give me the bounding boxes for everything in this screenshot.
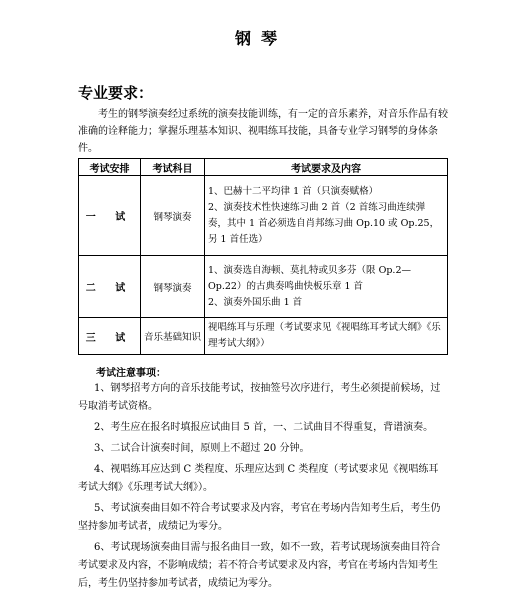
page-title: 钢琴 (234, 29, 287, 48)
header-cell: 考试安排 (79, 159, 141, 176)
header-cell: 考试要求及内容 (205, 159, 448, 176)
exam-table (78, 158, 448, 355)
requirement-item: 2、演奏技术性快速练习曲 2 首（2 首练习曲连续弹奏，其中 1 首必须选自肖邦练习曲 Op.10 或 Op.25，另 1 首任选） (208, 201, 440, 245)
note-item: 6、考试现场演奏曲目需与报名曲目一致，如不一致，若考试现场演奏曲目符合考试要求及内容，不影响成绩；若不符合考试要求及内容，考官在考场内告知考生后，考生仍坚持参加考试者，成绩记为零分。 (78, 542, 441, 589)
note-item: 5、考试演奏曲目如不符合考试要求及内容，考官在考场内告知考生后，考生仍坚持参加考试者，成绩记为零分。 (78, 503, 441, 532)
round-cell: 二 试 (79, 256, 141, 318)
requirement-item: 2、演奏外国乐曲 1 首 (208, 296, 303, 308)
intro-paragraph: 考生的钢琴演奏经过系统的演奏技能训练，有一定的音乐素养，对音乐作品有较准确的诠释能力；掌握乐理基本知识、视唱练耳技能，具备专业学习钢琴的身体条件。 (78, 109, 448, 154)
requirements-cell (205, 318, 448, 355)
table-row (79, 256, 448, 318)
note-item: 4、视唱练耳应达到 C 类程度、乐理应达到 C 类程度（考试要求见《视唱练耳考试大纲》《乐理考试大纲》）。 (78, 464, 439, 493)
requirement-item: 1、演奏选自海顿、莫扎特或贝多芬（限 Op.2—Op.22）的古典奏鸣曲快板乐章 1 首 (208, 264, 411, 292)
note-item: 1、钢琴招考方向的音乐技能考试，按抽签号次序进行，考生必须提前候场，过号取消考试资格。 (78, 383, 441, 412)
round-cell: 一 试 (79, 176, 141, 256)
note-item: 2、考生应在报名时填报应试曲目 5 首，一、二试曲目不得重复，背谱演奏。 (94, 422, 434, 433)
subject-cell: 钢琴演奏 (141, 176, 205, 256)
notes-list (78, 380, 448, 596)
note-item: 3、二试合计演奏时间，原则上不超过 20 分钟。 (94, 443, 310, 454)
requirements-cell (205, 176, 448, 256)
subject-cell: 音乐基础知识 (141, 318, 205, 355)
table-header-row (79, 159, 448, 176)
round-cell: 三 试 (79, 318, 141, 355)
requirement-item: 视唱练耳与乐理（考试要求见《视唱练耳考试大纲》《乐理考试大纲》） (208, 322, 441, 349)
subject-cell: 钢琴演奏 (141, 256, 205, 318)
notes-heading: 考试注意事项： (96, 368, 166, 379)
header-cell: 考试科目 (141, 159, 205, 176)
section-heading: 专业要求： (78, 84, 154, 102)
table-row (79, 318, 448, 355)
requirements-cell (205, 256, 448, 318)
table-row (79, 176, 448, 256)
requirement-item: 1、巴赫十二平均律 1 首（只演奏赋格） (208, 185, 379, 197)
